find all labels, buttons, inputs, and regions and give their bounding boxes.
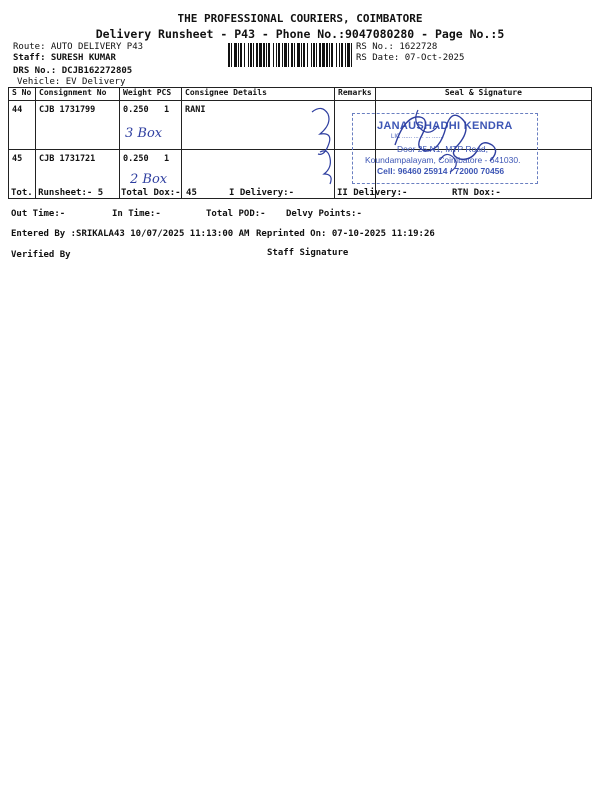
row-weight-pcs: 0.250 1 bbox=[120, 150, 182, 199]
barcode-bar bbox=[228, 43, 230, 67]
stamp-license: LIC ...... ... .. ... ....... bbox=[391, 134, 444, 140]
signature-scribble bbox=[300, 100, 540, 195]
out-time: Out Time:- bbox=[11, 209, 66, 219]
barcode-bar bbox=[248, 43, 249, 67]
i-delivery: I Delivery:- bbox=[229, 188, 295, 198]
barcode-bar bbox=[240, 43, 242, 67]
delvy-points: Delvy Points:- bbox=[286, 209, 362, 219]
handwritten-note: 2 Box bbox=[130, 172, 168, 187]
col-weight-pcs: Weight PCS bbox=[120, 88, 182, 101]
barcode-bar bbox=[266, 43, 267, 67]
row-weight-pcs: 0.250 1 bbox=[120, 101, 182, 150]
barcode-bar bbox=[336, 43, 337, 67]
row-consignment: CJB 1731721 bbox=[36, 150, 120, 199]
barcode bbox=[228, 43, 352, 67]
row-consignee: RANI bbox=[182, 101, 335, 150]
barcode-bar bbox=[273, 43, 274, 67]
col-seal: Seal & Signature bbox=[375, 88, 591, 101]
entered-by: Entered By :SRIKALA43 10/07/2025 11:13:00 AM bbox=[11, 229, 250, 239]
barcode-bar bbox=[288, 43, 289, 67]
total-pod: Total POD:- bbox=[206, 209, 266, 219]
runsheet-subtitle: Delivery Runsheet - P43 - Phone No.:9047080280 - Page No.:5 bbox=[95, 27, 505, 41]
company-title: THE PROFESSIONAL COURIERS, COIMBATORE bbox=[177, 12, 423, 25]
barcode-bar bbox=[351, 43, 352, 67]
barcode-bar bbox=[294, 43, 295, 67]
barcode-bar bbox=[331, 43, 333, 67]
stamp-city: Koundampalayam, Coimbatore - 641030. bbox=[365, 155, 521, 165]
rtn-dox: RTN Dox:- bbox=[452, 188, 501, 198]
barcode-bar bbox=[256, 43, 258, 67]
barcode-bar bbox=[238, 43, 239, 67]
barcode-bar bbox=[263, 43, 265, 67]
barcode-bar bbox=[231, 43, 232, 67]
barcode-bar bbox=[345, 43, 346, 67]
barcode-bar bbox=[250, 43, 252, 67]
barcode-bar bbox=[326, 43, 328, 67]
stamp-address: Door 25 N1, MTP Road, bbox=[397, 144, 489, 154]
stamp-phone: Cell: 96460 25914 / 72000 70456 bbox=[377, 166, 505, 176]
col-remarks: Remarks bbox=[335, 88, 376, 101]
staff-signature: Staff Signature bbox=[267, 248, 349, 258]
col-consignment: Consignment No bbox=[36, 88, 120, 101]
total-dox: Total Dox:- 45 bbox=[121, 188, 197, 198]
barcode-bar bbox=[319, 43, 321, 67]
rs-date: RS Date: 07-Oct-2025 bbox=[356, 53, 465, 63]
barcode-bar bbox=[291, 43, 293, 67]
rs-number: RS No.: 1622728 bbox=[356, 42, 438, 52]
barcode-bar bbox=[301, 43, 302, 67]
barcode-bar bbox=[278, 43, 280, 67]
barcode-bar bbox=[284, 43, 287, 67]
col-consignee: Consignee Details bbox=[182, 88, 335, 101]
tot-runsheet: Tot. Runsheet:- 5 bbox=[11, 188, 104, 198]
barcode-bar bbox=[276, 43, 277, 67]
barcode-bar bbox=[307, 43, 308, 67]
verified-by: Verified By bbox=[11, 250, 71, 260]
barcode-bar bbox=[297, 43, 300, 67]
barcode-bar bbox=[322, 43, 325, 67]
barcode-bar bbox=[347, 43, 350, 67]
table-header-row bbox=[9, 88, 592, 101]
vehicle-label: Vehicle: EV Delivery bbox=[17, 77, 126, 87]
barcode-bar bbox=[282, 43, 283, 67]
barcode-bar bbox=[244, 43, 245, 67]
reprinted-on: Reprinted On: 07-10-2025 11:19:26 bbox=[256, 229, 435, 239]
barcode-bar bbox=[268, 43, 270, 67]
barcode-bar bbox=[259, 43, 262, 67]
barcode-bar bbox=[329, 43, 330, 67]
row-sno: 45 bbox=[9, 150, 36, 199]
row-consignment: CJB 1731799 bbox=[36, 101, 120, 150]
ii-delivery: II Delivery:- bbox=[337, 188, 408, 198]
route-label: Route: AUTO DELIVERY P43 bbox=[13, 42, 144, 52]
handwritten-note: 3 Box bbox=[125, 126, 163, 141]
barcode-bar bbox=[303, 43, 305, 67]
staff-label: Staff: SURESH KUMAR bbox=[13, 53, 116, 63]
in-time: In Time:- bbox=[112, 209, 161, 219]
barcode-bar bbox=[313, 43, 315, 67]
barcode-bar bbox=[339, 43, 340, 67]
col-sno: S No bbox=[9, 88, 36, 101]
barcode-bar bbox=[234, 43, 237, 67]
barcode-bar bbox=[311, 43, 312, 67]
barcode-bar bbox=[253, 43, 254, 67]
stamp-name: JANAUSHADHI KENDRA bbox=[377, 120, 513, 132]
barcode-bar bbox=[316, 43, 317, 67]
barcode-bar bbox=[341, 43, 343, 67]
row-sno: 44 bbox=[9, 101, 36, 150]
drs-label: DRS No.: DCJB162272805 bbox=[13, 66, 133, 76]
